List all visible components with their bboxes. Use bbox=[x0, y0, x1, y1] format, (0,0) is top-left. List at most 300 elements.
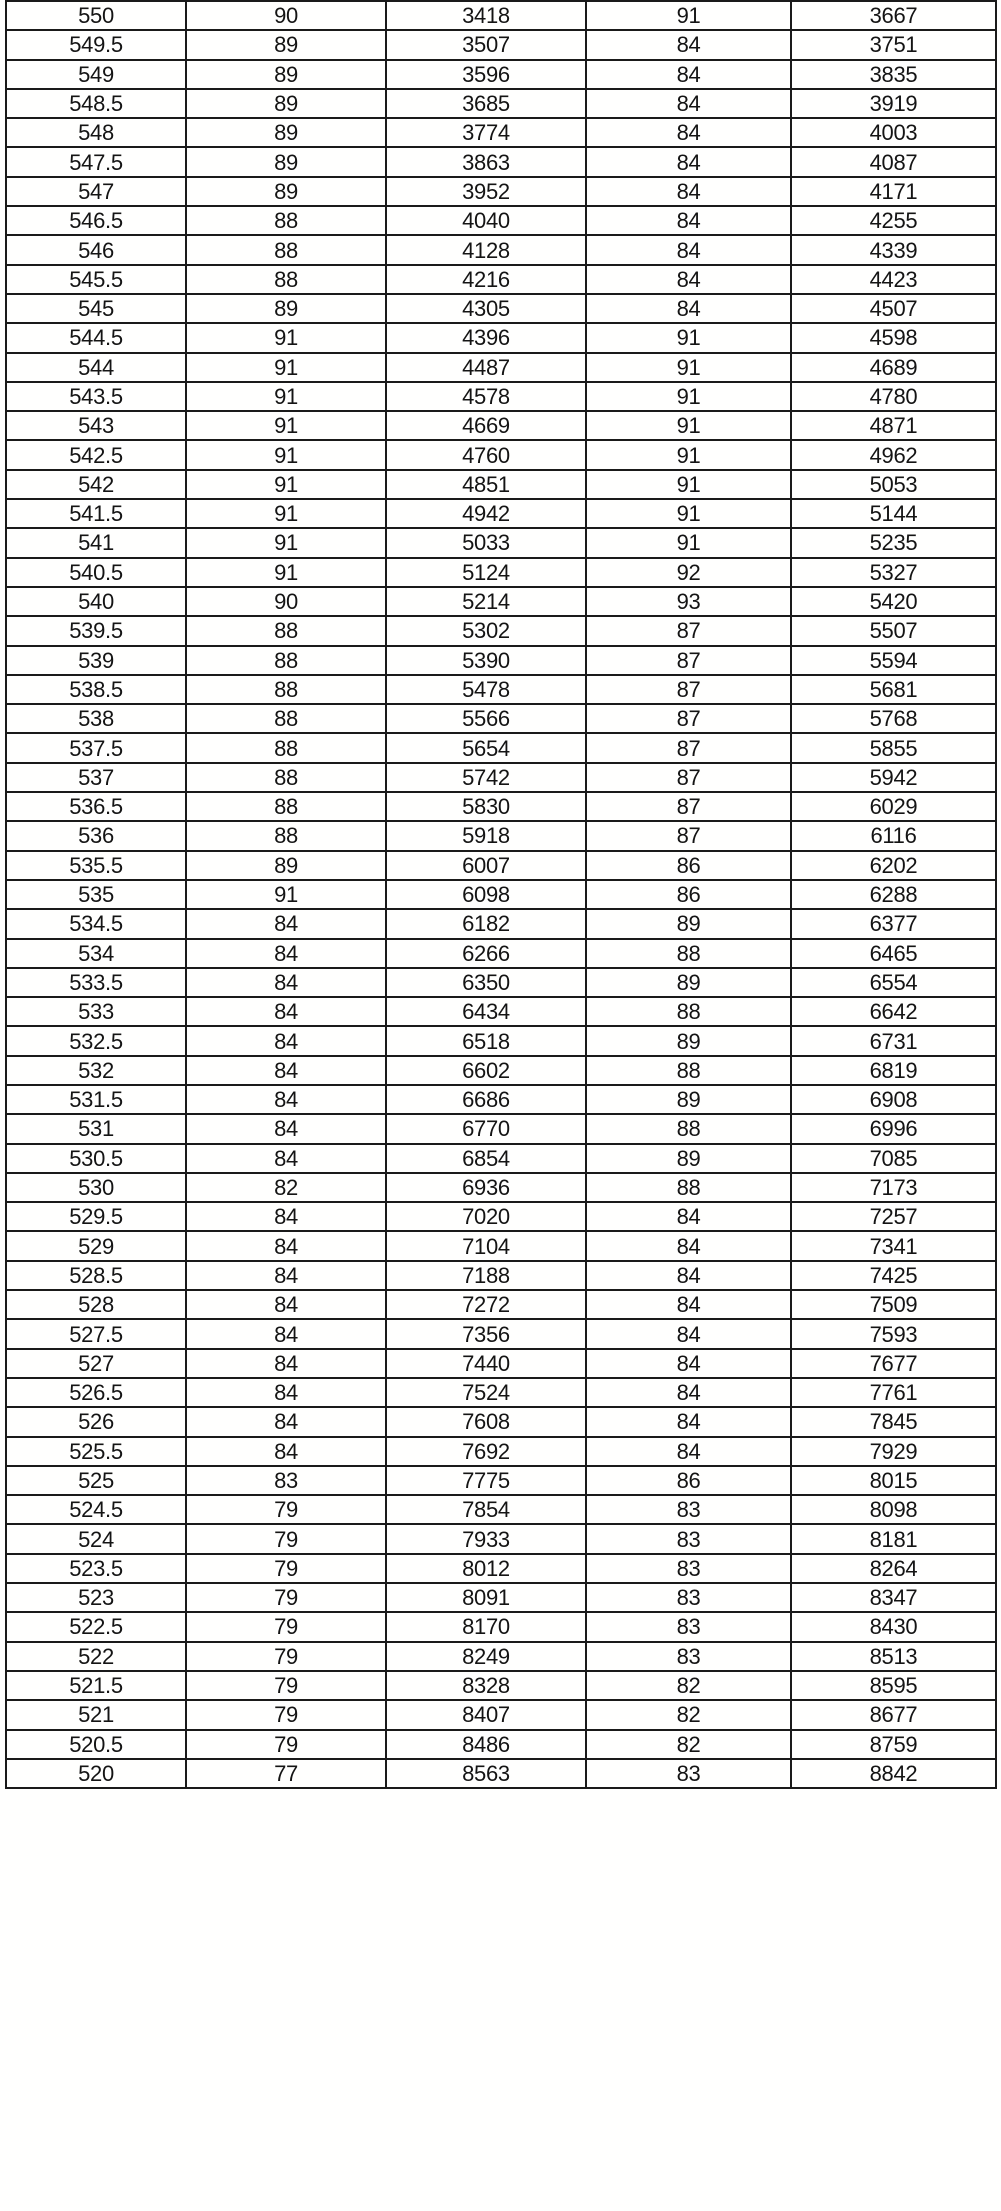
count-a-cell[interactable]: 89 bbox=[186, 177, 386, 206]
cumulative-a-cell[interactable]: 8563 bbox=[386, 1759, 586, 1788]
score-cell[interactable]: 525 bbox=[6, 1466, 186, 1495]
count-a-cell[interactable]: 88 bbox=[186, 792, 386, 821]
count-b-cell[interactable]: 83 bbox=[586, 1612, 791, 1641]
cumulative-a-cell[interactable]: 7104 bbox=[386, 1231, 586, 1260]
count-b-cell[interactable]: 83 bbox=[586, 1642, 791, 1671]
cumulative-a-cell[interactable]: 3863 bbox=[386, 147, 586, 176]
count-a-cell[interactable]: 89 bbox=[186, 851, 386, 880]
count-a-cell[interactable]: 79 bbox=[186, 1612, 386, 1641]
cumulative-b-cell[interactable]: 7425 bbox=[791, 1261, 996, 1290]
count-a-cell[interactable]: 79 bbox=[186, 1700, 386, 1729]
count-a-cell[interactable]: 84 bbox=[186, 1202, 386, 1231]
score-cell[interactable]: 542.5 bbox=[6, 440, 186, 469]
count-a-cell[interactable]: 79 bbox=[186, 1524, 386, 1553]
count-a-cell[interactable]: 89 bbox=[186, 89, 386, 118]
count-b-cell[interactable]: 84 bbox=[586, 1202, 791, 1231]
cumulative-b-cell[interactable]: 6819 bbox=[791, 1056, 996, 1085]
count-b-cell[interactable]: 84 bbox=[586, 89, 791, 118]
cumulative-b-cell[interactable]: 7761 bbox=[791, 1378, 996, 1407]
count-b-cell[interactable]: 86 bbox=[586, 851, 791, 880]
cumulative-a-cell[interactable]: 5654 bbox=[386, 733, 586, 762]
count-a-cell[interactable]: 91 bbox=[186, 323, 386, 352]
count-b-cell[interactable]: 89 bbox=[586, 968, 791, 997]
cumulative-a-cell[interactable]: 6098 bbox=[386, 880, 586, 909]
count-b-cell[interactable]: 84 bbox=[586, 177, 791, 206]
score-cell[interactable]: 540.5 bbox=[6, 558, 186, 587]
score-cell[interactable]: 521.5 bbox=[6, 1671, 186, 1700]
cumulative-a-cell[interactable]: 4851 bbox=[386, 470, 586, 499]
cumulative-b-cell[interactable]: 3751 bbox=[791, 30, 996, 59]
count-b-cell[interactable]: 83 bbox=[586, 1554, 791, 1583]
cumulative-a-cell[interactable]: 4128 bbox=[386, 235, 586, 264]
cumulative-a-cell[interactable]: 7188 bbox=[386, 1261, 586, 1290]
count-b-cell[interactable]: 89 bbox=[586, 1144, 791, 1173]
count-b-cell[interactable]: 84 bbox=[586, 30, 791, 59]
cumulative-a-cell[interactable]: 6770 bbox=[386, 1114, 586, 1143]
count-b-cell[interactable]: 88 bbox=[586, 1114, 791, 1143]
count-a-cell[interactable]: 84 bbox=[186, 1349, 386, 1378]
cumulative-a-cell[interactable]: 4040 bbox=[386, 206, 586, 235]
cumulative-a-cell[interactable]: 4216 bbox=[386, 265, 586, 294]
cumulative-a-cell[interactable]: 6854 bbox=[386, 1144, 586, 1173]
count-b-cell[interactable]: 89 bbox=[586, 1026, 791, 1055]
count-b-cell[interactable]: 91 bbox=[586, 382, 791, 411]
score-cell[interactable]: 526.5 bbox=[6, 1378, 186, 1407]
cumulative-a-cell[interactable]: 7608 bbox=[386, 1407, 586, 1436]
count-b-cell[interactable]: 91 bbox=[586, 353, 791, 382]
score-cell[interactable]: 549.5 bbox=[6, 30, 186, 59]
cumulative-b-cell[interactable]: 7845 bbox=[791, 1407, 996, 1436]
score-cell[interactable]: 545.5 bbox=[6, 265, 186, 294]
count-a-cell[interactable]: 88 bbox=[186, 821, 386, 850]
count-a-cell[interactable]: 90 bbox=[186, 587, 386, 616]
cumulative-a-cell[interactable]: 4578 bbox=[386, 382, 586, 411]
count-b-cell[interactable]: 91 bbox=[586, 440, 791, 469]
count-b-cell[interactable]: 82 bbox=[586, 1700, 791, 1729]
count-b-cell[interactable]: 86 bbox=[586, 1466, 791, 1495]
cumulative-a-cell[interactable]: 7356 bbox=[386, 1319, 586, 1348]
count-a-cell[interactable]: 88 bbox=[186, 206, 386, 235]
count-b-cell[interactable]: 83 bbox=[586, 1759, 791, 1788]
count-b-cell[interactable]: 88 bbox=[586, 997, 791, 1026]
count-b-cell[interactable]: 87 bbox=[586, 763, 791, 792]
count-a-cell[interactable]: 84 bbox=[186, 1056, 386, 1085]
score-cell[interactable]: 532 bbox=[6, 1056, 186, 1085]
cumulative-a-cell[interactable]: 5302 bbox=[386, 616, 586, 645]
cumulative-b-cell[interactable]: 7509 bbox=[791, 1290, 996, 1319]
count-a-cell[interactable]: 84 bbox=[186, 1144, 386, 1173]
count-a-cell[interactable]: 79 bbox=[186, 1671, 386, 1700]
cumulative-b-cell[interactable]: 6377 bbox=[791, 909, 996, 938]
count-a-cell[interactable]: 89 bbox=[186, 294, 386, 323]
score-cell[interactable]: 523 bbox=[6, 1583, 186, 1612]
cumulative-a-cell[interactable]: 7775 bbox=[386, 1466, 586, 1495]
count-a-cell[interactable]: 84 bbox=[186, 1231, 386, 1260]
cumulative-a-cell[interactable]: 8170 bbox=[386, 1612, 586, 1641]
score-cell[interactable]: 532.5 bbox=[6, 1026, 186, 1055]
count-a-cell[interactable]: 84 bbox=[186, 1114, 386, 1143]
cumulative-a-cell[interactable]: 5566 bbox=[386, 704, 586, 733]
cumulative-b-cell[interactable]: 5768 bbox=[791, 704, 996, 733]
count-a-cell[interactable]: 91 bbox=[186, 440, 386, 469]
cumulative-b-cell[interactable]: 8842 bbox=[791, 1759, 996, 1788]
cumulative-b-cell[interactable]: 6996 bbox=[791, 1114, 996, 1143]
cumulative-b-cell[interactable]: 8430 bbox=[791, 1612, 996, 1641]
count-a-cell[interactable]: 91 bbox=[186, 499, 386, 528]
count-a-cell[interactable]: 84 bbox=[186, 939, 386, 968]
score-cell[interactable]: 524 bbox=[6, 1524, 186, 1553]
score-cell[interactable]: 522.5 bbox=[6, 1612, 186, 1641]
score-cell[interactable]: 545 bbox=[6, 294, 186, 323]
score-cell[interactable]: 546.5 bbox=[6, 206, 186, 235]
cumulative-b-cell[interactable]: 5855 bbox=[791, 733, 996, 762]
cumulative-b-cell[interactable]: 5942 bbox=[791, 763, 996, 792]
score-cell[interactable]: 548 bbox=[6, 118, 186, 147]
cumulative-a-cell[interactable]: 3952 bbox=[386, 177, 586, 206]
count-a-cell[interactable]: 79 bbox=[186, 1730, 386, 1759]
count-a-cell[interactable]: 84 bbox=[186, 1437, 386, 1466]
cumulative-b-cell[interactable]: 6288 bbox=[791, 880, 996, 909]
count-b-cell[interactable]: 92 bbox=[586, 558, 791, 587]
score-cell[interactable]: 548.5 bbox=[6, 89, 186, 118]
count-b-cell[interactable]: 84 bbox=[586, 60, 791, 89]
score-cell[interactable]: 541 bbox=[6, 528, 186, 557]
count-a-cell[interactable]: 89 bbox=[186, 60, 386, 89]
score-cell[interactable]: 525.5 bbox=[6, 1437, 186, 1466]
cumulative-b-cell[interactable]: 4087 bbox=[791, 147, 996, 176]
score-cell[interactable]: 529.5 bbox=[6, 1202, 186, 1231]
cumulative-b-cell[interactable]: 8759 bbox=[791, 1730, 996, 1759]
score-cell[interactable]: 528 bbox=[6, 1290, 186, 1319]
cumulative-b-cell[interactable]: 5053 bbox=[791, 470, 996, 499]
count-a-cell[interactable]: 88 bbox=[186, 235, 386, 264]
cumulative-b-cell[interactable]: 6116 bbox=[791, 821, 996, 850]
cumulative-a-cell[interactable]: 7933 bbox=[386, 1524, 586, 1553]
cumulative-b-cell[interactable]: 7257 bbox=[791, 1202, 996, 1231]
cumulative-a-cell[interactable]: 5830 bbox=[386, 792, 586, 821]
cumulative-b-cell[interactable]: 5681 bbox=[791, 675, 996, 704]
cumulative-b-cell[interactable]: 8677 bbox=[791, 1700, 996, 1729]
cumulative-a-cell[interactable]: 7020 bbox=[386, 1202, 586, 1231]
count-b-cell[interactable]: 83 bbox=[586, 1583, 791, 1612]
score-cell[interactable]: 534.5 bbox=[6, 909, 186, 938]
cumulative-b-cell[interactable]: 7677 bbox=[791, 1349, 996, 1378]
count-a-cell[interactable]: 88 bbox=[186, 265, 386, 294]
count-a-cell[interactable]: 79 bbox=[186, 1642, 386, 1671]
score-cell[interactable]: 522 bbox=[6, 1642, 186, 1671]
score-cell[interactable]: 523.5 bbox=[6, 1554, 186, 1583]
count-b-cell[interactable]: 89 bbox=[586, 909, 791, 938]
count-a-cell[interactable]: 89 bbox=[186, 30, 386, 59]
score-cell[interactable]: 543.5 bbox=[6, 382, 186, 411]
cumulative-a-cell[interactable]: 7440 bbox=[386, 1349, 586, 1378]
cumulative-b-cell[interactable]: 5327 bbox=[791, 558, 996, 587]
score-cell[interactable]: 529 bbox=[6, 1231, 186, 1260]
count-b-cell[interactable]: 84 bbox=[586, 118, 791, 147]
count-a-cell[interactable]: 91 bbox=[186, 382, 386, 411]
count-b-cell[interactable]: 91 bbox=[586, 470, 791, 499]
count-a-cell[interactable]: 88 bbox=[186, 733, 386, 762]
count-b-cell[interactable]: 89 bbox=[586, 1085, 791, 1114]
score-cell[interactable]: 528.5 bbox=[6, 1261, 186, 1290]
count-a-cell[interactable]: 88 bbox=[186, 646, 386, 675]
count-b-cell[interactable]: 87 bbox=[586, 646, 791, 675]
count-b-cell[interactable]: 88 bbox=[586, 1173, 791, 1202]
score-cell[interactable]: 538 bbox=[6, 704, 186, 733]
cumulative-b-cell[interactable]: 5235 bbox=[791, 528, 996, 557]
count-b-cell[interactable]: 84 bbox=[586, 1407, 791, 1436]
count-b-cell[interactable]: 84 bbox=[586, 1378, 791, 1407]
count-a-cell[interactable]: 84 bbox=[186, 1407, 386, 1436]
cumulative-a-cell[interactable]: 5390 bbox=[386, 646, 586, 675]
count-b-cell[interactable]: 87 bbox=[586, 733, 791, 762]
cumulative-a-cell[interactable]: 6686 bbox=[386, 1085, 586, 1114]
count-b-cell[interactable]: 86 bbox=[586, 880, 791, 909]
cumulative-a-cell[interactable]: 5124 bbox=[386, 558, 586, 587]
count-a-cell[interactable]: 89 bbox=[186, 147, 386, 176]
count-a-cell[interactable]: 79 bbox=[186, 1583, 386, 1612]
cumulative-b-cell[interactable]: 4689 bbox=[791, 353, 996, 382]
count-b-cell[interactable]: 82 bbox=[586, 1671, 791, 1700]
cumulative-b-cell[interactable]: 7341 bbox=[791, 1231, 996, 1260]
cumulative-b-cell[interactable]: 8015 bbox=[791, 1466, 996, 1495]
count-a-cell[interactable]: 88 bbox=[186, 763, 386, 792]
score-cell[interactable]: 550 bbox=[6, 1, 186, 30]
cumulative-a-cell[interactable]: 3774 bbox=[386, 118, 586, 147]
cumulative-b-cell[interactable]: 3667 bbox=[791, 1, 996, 30]
count-a-cell[interactable]: 88 bbox=[186, 704, 386, 733]
score-cell[interactable]: 530.5 bbox=[6, 1144, 186, 1173]
cumulative-b-cell[interactable]: 8513 bbox=[791, 1642, 996, 1671]
score-cell[interactable]: 540 bbox=[6, 587, 186, 616]
cumulative-a-cell[interactable]: 4305 bbox=[386, 294, 586, 323]
count-a-cell[interactable]: 84 bbox=[186, 1378, 386, 1407]
count-a-cell[interactable]: 91 bbox=[186, 411, 386, 440]
cumulative-b-cell[interactable]: 4423 bbox=[791, 265, 996, 294]
cumulative-a-cell[interactable]: 5214 bbox=[386, 587, 586, 616]
cumulative-a-cell[interactable]: 6518 bbox=[386, 1026, 586, 1055]
count-b-cell[interactable]: 84 bbox=[586, 294, 791, 323]
count-b-cell[interactable]: 84 bbox=[586, 1319, 791, 1348]
score-cell[interactable]: 544 bbox=[6, 353, 186, 382]
score-cell[interactable]: 539.5 bbox=[6, 616, 186, 645]
cumulative-a-cell[interactable]: 4669 bbox=[386, 411, 586, 440]
cumulative-b-cell[interactable]: 6642 bbox=[791, 997, 996, 1026]
score-cell[interactable]: 535 bbox=[6, 880, 186, 909]
count-b-cell[interactable]: 84 bbox=[586, 265, 791, 294]
score-cell[interactable]: 531 bbox=[6, 1114, 186, 1143]
count-b-cell[interactable]: 87 bbox=[586, 821, 791, 850]
cumulative-a-cell[interactable]: 6182 bbox=[386, 909, 586, 938]
count-a-cell[interactable]: 91 bbox=[186, 880, 386, 909]
cumulative-b-cell[interactable]: 7593 bbox=[791, 1319, 996, 1348]
score-cell[interactable]: 530 bbox=[6, 1173, 186, 1202]
count-a-cell[interactable]: 91 bbox=[186, 470, 386, 499]
score-cell[interactable]: 546 bbox=[6, 235, 186, 264]
count-b-cell[interactable]: 84 bbox=[586, 1290, 791, 1319]
count-a-cell[interactable]: 84 bbox=[186, 997, 386, 1026]
cumulative-a-cell[interactable]: 5478 bbox=[386, 675, 586, 704]
score-cell[interactable]: 537 bbox=[6, 763, 186, 792]
cumulative-a-cell[interactable]: 6007 bbox=[386, 851, 586, 880]
cumulative-b-cell[interactable]: 6554 bbox=[791, 968, 996, 997]
cumulative-a-cell[interactable]: 3418 bbox=[386, 1, 586, 30]
count-b-cell[interactable]: 87 bbox=[586, 792, 791, 821]
count-a-cell[interactable]: 84 bbox=[186, 1026, 386, 1055]
score-cell[interactable]: 536 bbox=[6, 821, 186, 850]
cumulative-a-cell[interactable]: 8328 bbox=[386, 1671, 586, 1700]
cumulative-a-cell[interactable]: 3507 bbox=[386, 30, 586, 59]
count-a-cell[interactable]: 88 bbox=[186, 616, 386, 645]
cumulative-a-cell[interactable]: 6434 bbox=[386, 997, 586, 1026]
cumulative-b-cell[interactable]: 5144 bbox=[791, 499, 996, 528]
score-cell[interactable]: 520 bbox=[6, 1759, 186, 1788]
cumulative-a-cell[interactable]: 4942 bbox=[386, 499, 586, 528]
count-b-cell[interactable]: 93 bbox=[586, 587, 791, 616]
score-cell[interactable]: 538.5 bbox=[6, 675, 186, 704]
cumulative-a-cell[interactable]: 3685 bbox=[386, 89, 586, 118]
count-b-cell[interactable]: 87 bbox=[586, 675, 791, 704]
cumulative-b-cell[interactable]: 6731 bbox=[791, 1026, 996, 1055]
cumulative-a-cell[interactable]: 8249 bbox=[386, 1642, 586, 1671]
count-a-cell[interactable]: 84 bbox=[186, 968, 386, 997]
cumulative-b-cell[interactable]: 8595 bbox=[791, 1671, 996, 1700]
cumulative-b-cell[interactable]: 4871 bbox=[791, 411, 996, 440]
score-cell[interactable]: 536.5 bbox=[6, 792, 186, 821]
count-a-cell[interactable]: 77 bbox=[186, 1759, 386, 1788]
count-a-cell[interactable]: 90 bbox=[186, 1, 386, 30]
score-cell[interactable]: 549 bbox=[6, 60, 186, 89]
score-cell[interactable]: 533.5 bbox=[6, 968, 186, 997]
score-cell[interactable]: 534 bbox=[6, 939, 186, 968]
cumulative-a-cell[interactable]: 3596 bbox=[386, 60, 586, 89]
count-b-cell[interactable]: 84 bbox=[586, 1437, 791, 1466]
cumulative-a-cell[interactable]: 6350 bbox=[386, 968, 586, 997]
count-b-cell[interactable]: 84 bbox=[586, 206, 791, 235]
count-b-cell[interactable]: 84 bbox=[586, 1261, 791, 1290]
count-a-cell[interactable]: 79 bbox=[186, 1554, 386, 1583]
cumulative-a-cell[interactable]: 7854 bbox=[386, 1495, 586, 1524]
cumulative-a-cell[interactable]: 4487 bbox=[386, 353, 586, 382]
count-b-cell[interactable]: 91 bbox=[586, 411, 791, 440]
count-a-cell[interactable]: 91 bbox=[186, 558, 386, 587]
count-b-cell[interactable]: 91 bbox=[586, 323, 791, 352]
count-b-cell[interactable]: 88 bbox=[586, 1056, 791, 1085]
count-a-cell[interactable]: 89 bbox=[186, 118, 386, 147]
score-cell[interactable]: 541.5 bbox=[6, 499, 186, 528]
count-b-cell[interactable]: 84 bbox=[586, 1231, 791, 1260]
cumulative-a-cell[interactable]: 7524 bbox=[386, 1378, 586, 1407]
count-a-cell[interactable]: 91 bbox=[186, 353, 386, 382]
count-b-cell[interactable]: 87 bbox=[586, 704, 791, 733]
cumulative-b-cell[interactable]: 4171 bbox=[791, 177, 996, 206]
cumulative-a-cell[interactable]: 7272 bbox=[386, 1290, 586, 1319]
cumulative-b-cell[interactable]: 5507 bbox=[791, 616, 996, 645]
score-cell[interactable]: 535.5 bbox=[6, 851, 186, 880]
score-cell[interactable]: 524.5 bbox=[6, 1495, 186, 1524]
cumulative-b-cell[interactable]: 6029 bbox=[791, 792, 996, 821]
count-a-cell[interactable]: 82 bbox=[186, 1173, 386, 1202]
cumulative-b-cell[interactable]: 4598 bbox=[791, 323, 996, 352]
cumulative-a-cell[interactable]: 8012 bbox=[386, 1554, 586, 1583]
count-b-cell[interactable]: 84 bbox=[586, 1349, 791, 1378]
score-cell[interactable]: 544.5 bbox=[6, 323, 186, 352]
cumulative-a-cell[interactable]: 8407 bbox=[386, 1700, 586, 1729]
cumulative-a-cell[interactable]: 6602 bbox=[386, 1056, 586, 1085]
count-a-cell[interactable]: 84 bbox=[186, 1085, 386, 1114]
cumulative-b-cell[interactable]: 4780 bbox=[791, 382, 996, 411]
cumulative-b-cell[interactable]: 4962 bbox=[791, 440, 996, 469]
cumulative-a-cell[interactable]: 5033 bbox=[386, 528, 586, 557]
count-a-cell[interactable]: 84 bbox=[186, 1319, 386, 1348]
cumulative-a-cell[interactable]: 5742 bbox=[386, 763, 586, 792]
cumulative-a-cell[interactable]: 4760 bbox=[386, 440, 586, 469]
cumulative-a-cell[interactable]: 4396 bbox=[386, 323, 586, 352]
count-b-cell[interactable]: 91 bbox=[586, 1, 791, 30]
cumulative-b-cell[interactable]: 8264 bbox=[791, 1554, 996, 1583]
cumulative-b-cell[interactable]: 4003 bbox=[791, 118, 996, 147]
cumulative-b-cell[interactable]: 7173 bbox=[791, 1173, 996, 1202]
cumulative-a-cell[interactable]: 6266 bbox=[386, 939, 586, 968]
cumulative-b-cell[interactable]: 8181 bbox=[791, 1524, 996, 1553]
cumulative-b-cell[interactable]: 4339 bbox=[791, 235, 996, 264]
score-cell[interactable]: 531.5 bbox=[6, 1085, 186, 1114]
cumulative-a-cell[interactable]: 6936 bbox=[386, 1173, 586, 1202]
cumulative-b-cell[interactable]: 6465 bbox=[791, 939, 996, 968]
count-b-cell[interactable]: 91 bbox=[586, 528, 791, 557]
count-a-cell[interactable]: 84 bbox=[186, 909, 386, 938]
count-b-cell[interactable]: 91 bbox=[586, 499, 791, 528]
cumulative-b-cell[interactable]: 3835 bbox=[791, 60, 996, 89]
score-cell[interactable]: 520.5 bbox=[6, 1730, 186, 1759]
cumulative-b-cell[interactable]: 6202 bbox=[791, 851, 996, 880]
count-b-cell[interactable]: 84 bbox=[586, 235, 791, 264]
cumulative-b-cell[interactable]: 3919 bbox=[791, 89, 996, 118]
count-a-cell[interactable]: 88 bbox=[186, 675, 386, 704]
cumulative-a-cell[interactable]: 8091 bbox=[386, 1583, 586, 1612]
cumulative-b-cell[interactable]: 8347 bbox=[791, 1583, 996, 1612]
count-a-cell[interactable]: 84 bbox=[186, 1261, 386, 1290]
cumulative-a-cell[interactable]: 8486 bbox=[386, 1730, 586, 1759]
cumulative-b-cell[interactable]: 5420 bbox=[791, 587, 996, 616]
cumulative-a-cell[interactable]: 5918 bbox=[386, 821, 586, 850]
score-cell[interactable]: 547.5 bbox=[6, 147, 186, 176]
score-cell[interactable]: 537.5 bbox=[6, 733, 186, 762]
cumulative-b-cell[interactable]: 6908 bbox=[791, 1085, 996, 1114]
count-a-cell[interactable]: 83 bbox=[186, 1466, 386, 1495]
count-a-cell[interactable]: 79 bbox=[186, 1495, 386, 1524]
score-cell[interactable]: 543 bbox=[6, 411, 186, 440]
score-cell[interactable]: 521 bbox=[6, 1700, 186, 1729]
score-cell[interactable]: 527.5 bbox=[6, 1319, 186, 1348]
score-cell[interactable]: 527 bbox=[6, 1349, 186, 1378]
count-b-cell[interactable]: 84 bbox=[586, 147, 791, 176]
cumulative-b-cell[interactable]: 7929 bbox=[791, 1437, 996, 1466]
score-cell[interactable]: 547 bbox=[6, 177, 186, 206]
score-cell[interactable]: 542 bbox=[6, 470, 186, 499]
cumulative-b-cell[interactable]: 4255 bbox=[791, 206, 996, 235]
score-cell[interactable]: 533 bbox=[6, 997, 186, 1026]
cumulative-b-cell[interactable]: 4507 bbox=[791, 294, 996, 323]
count-b-cell[interactable]: 83 bbox=[586, 1524, 791, 1553]
count-a-cell[interactable]: 84 bbox=[186, 1290, 386, 1319]
score-cell[interactable]: 526 bbox=[6, 1407, 186, 1436]
cumulative-b-cell[interactable]: 5594 bbox=[791, 646, 996, 675]
count-b-cell[interactable]: 88 bbox=[586, 939, 791, 968]
cumulative-b-cell[interactable]: 8098 bbox=[791, 1495, 996, 1524]
count-b-cell[interactable]: 82 bbox=[586, 1730, 791, 1759]
count-b-cell[interactable]: 87 bbox=[586, 616, 791, 645]
